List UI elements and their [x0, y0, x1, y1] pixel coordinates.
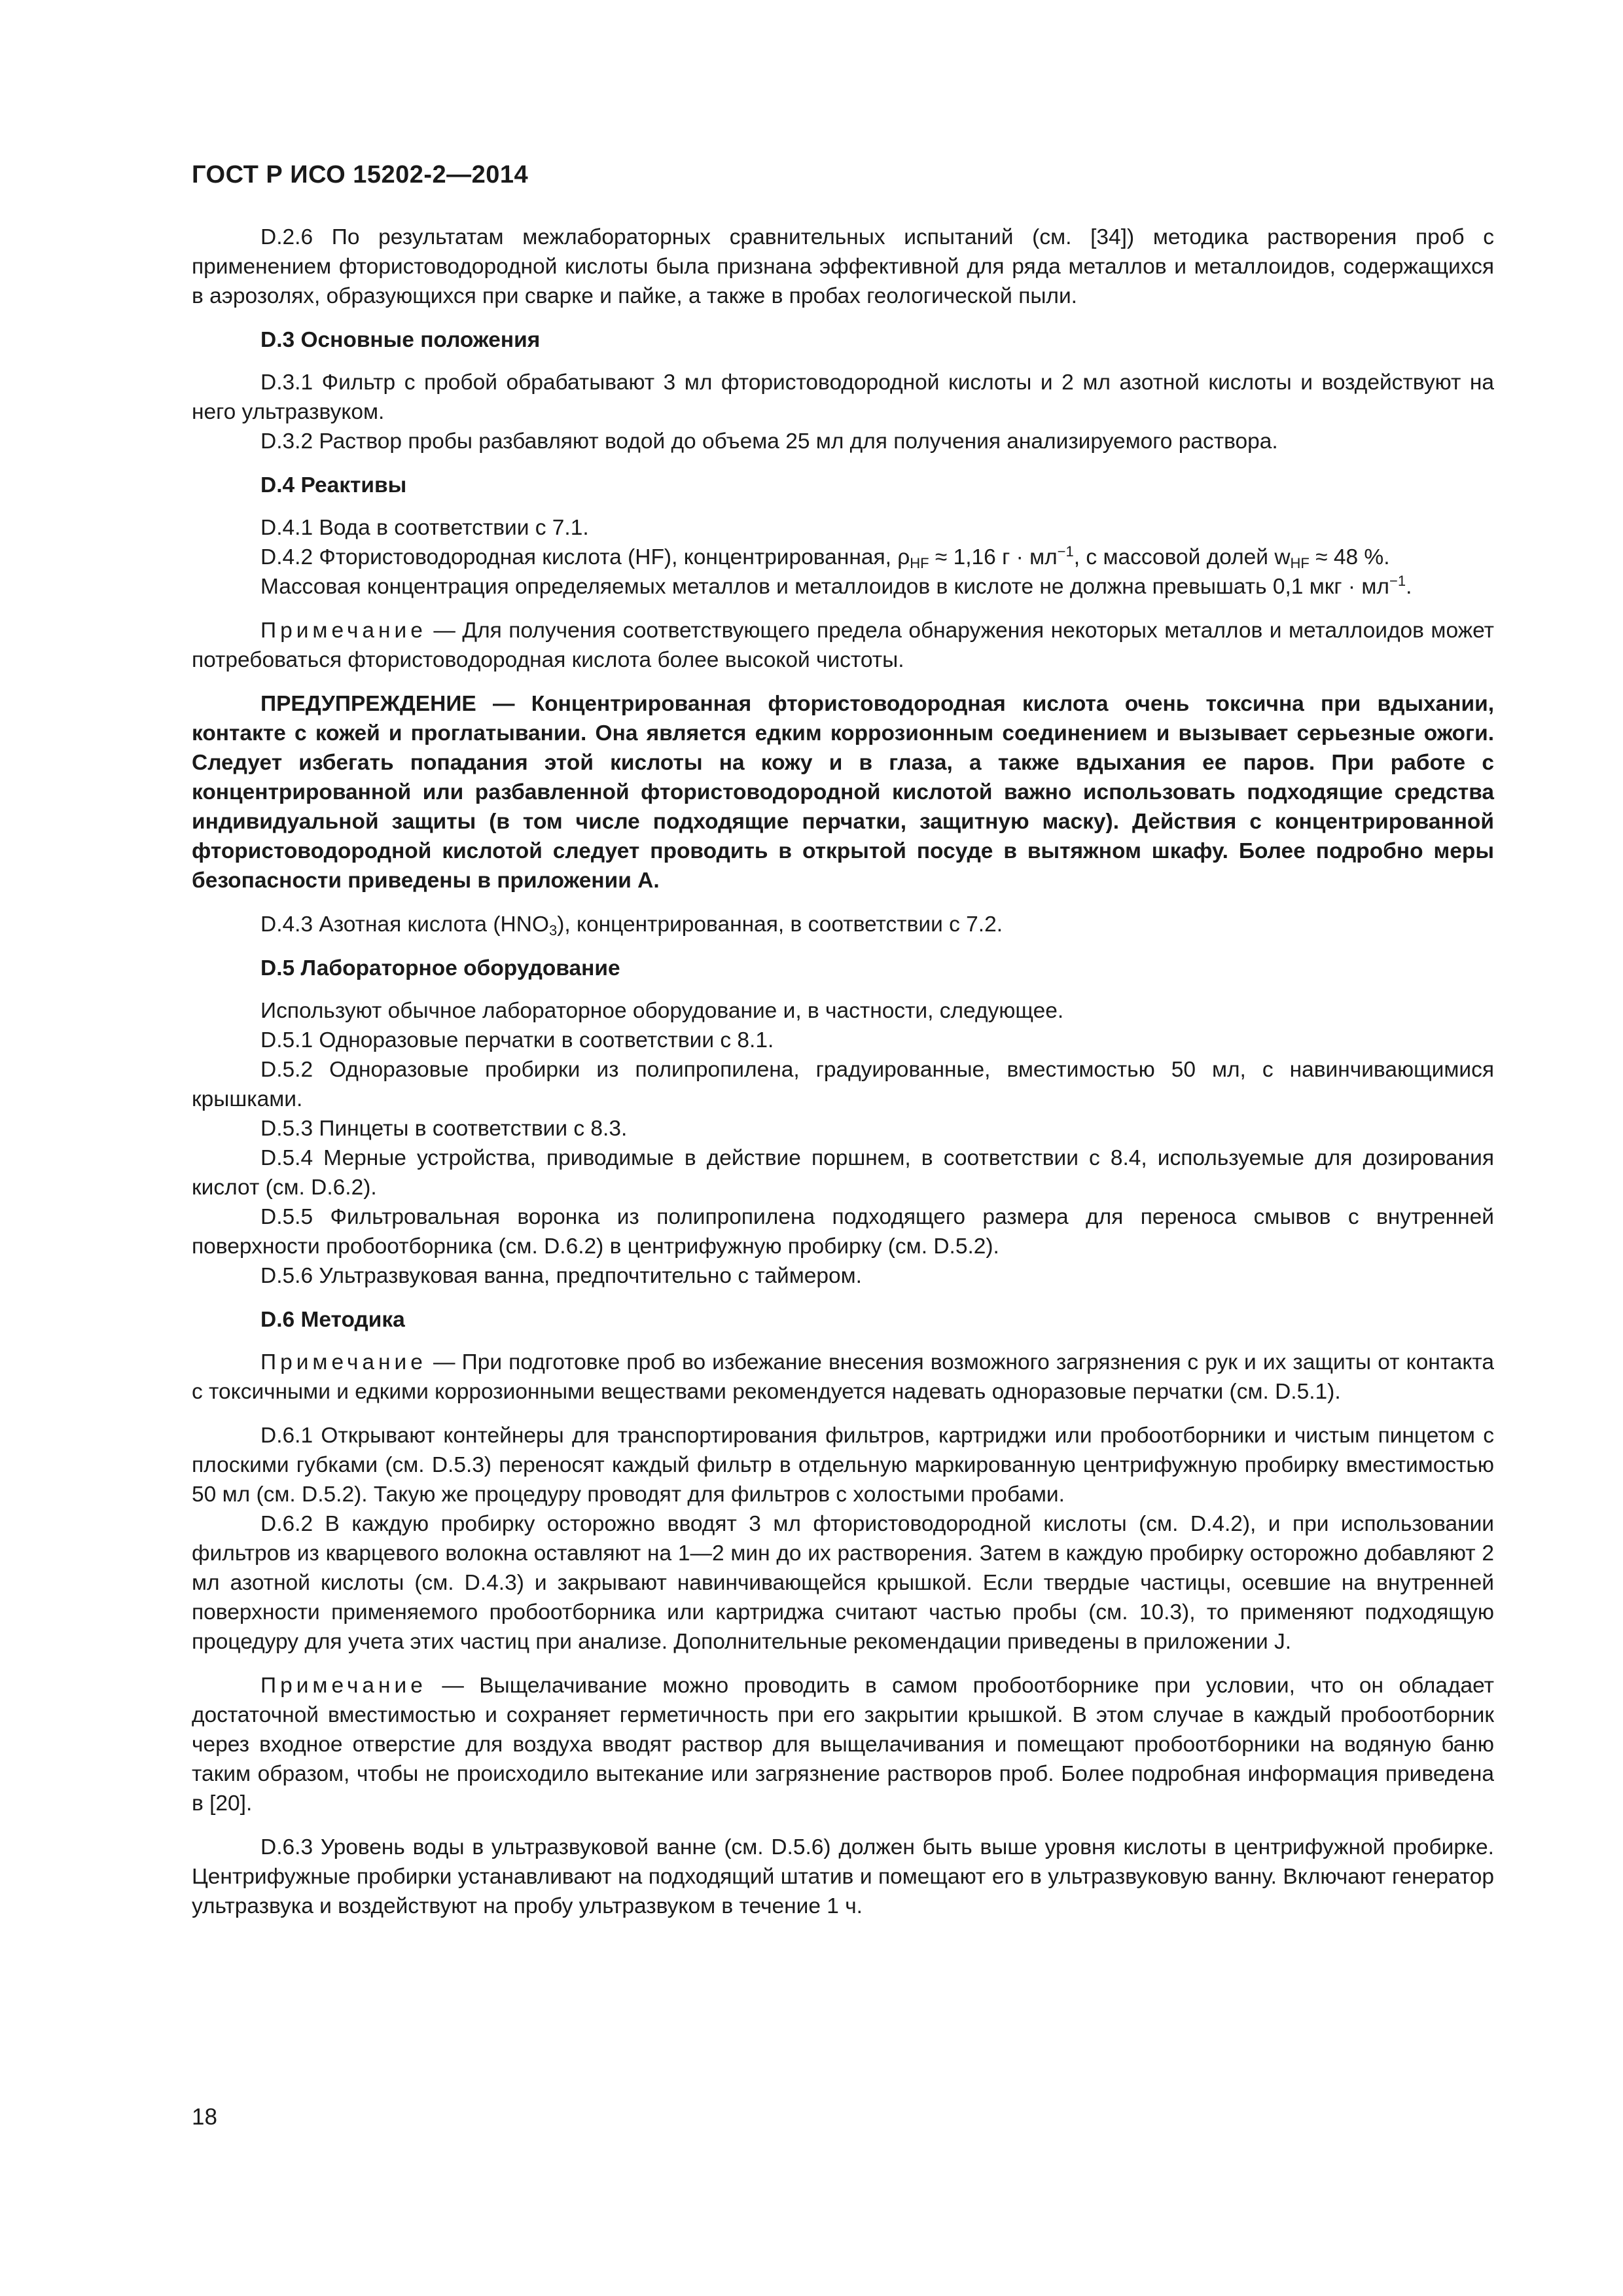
paragraph-d61: D.6.1 Открывают контейнеры для транспортирования фильтров, картриджи или пробоотборники и чистым пинцетом с плоскими губками (см. D.5.3) переносят каждый фильтр в отдельную маркированную центрифужную пробирку вместимостью 50 мл (см. D.5.2). Такую же процедуру проводят для фильтров с холостыми пробами.	[192, 1424, 1494, 1507]
d42-conc-text-b: .	[1406, 575, 1412, 599]
paragraph-d53: D.5.3 Пинцеты в соответствии с 8.3.	[260, 1117, 628, 1141]
d42-text-c: , с массовой долей w	[1073, 545, 1291, 569]
d42-conc-sup: −1	[1389, 573, 1406, 589]
d43-sub-3: 3	[548, 922, 558, 939]
section-heading-d3: D.3 Основные положения	[260, 328, 541, 352]
section-heading-d6: D.6 Методика	[260, 1308, 405, 1332]
note-2-text: — При подготовке проб во избежание внесения возможного загрязнения с рук и их защиты от контакта с токсичными и едкими коррозионными веществами рекомендуется надевать одноразовые перчатки (см. D.5.1).	[192, 1350, 1494, 1404]
d42-text-b: ≈ 1,16 г · мл	[929, 545, 1058, 569]
paragraph-d5-intro: Используют обычное лабораторное оборудование и, в частности, следующее.	[260, 999, 1064, 1023]
paragraph-d51: D.5.1 Одноразовые перчатки в соответствии с 8.1.	[260, 1028, 774, 1052]
d43-text-b: ), концентрированная, в соответствии с 7.2.	[557, 912, 1003, 937]
d42-sup-minus1: −1	[1057, 543, 1074, 560]
paragraph-d42	[192, 543, 1494, 572]
document-header-title: ГОСТ Р ИСО 15202-2—2014	[192, 161, 529, 188]
d43-text-a: D.4.3 Азотная кислота (HNO	[260, 912, 549, 937]
paragraph-d26: D.2.6 По результатам межлабораторных сравнительных испытаний (см. [34]) методика растворения проб с применением фтористоводородной кислоты была признана эффективной для ряда металлов и металлоидов, содержащихся в аэрозолях, образующихся при сварке и пайке, а также в пробах геологической пыли.	[192, 225, 1494, 308]
paragraph-d32: D.3.2 Раствор пробы разбавляют водой до объема 25 мл для получения анализируемого раствора.	[260, 429, 1278, 454]
d42-sub-hf-2: HF	[1290, 555, 1310, 571]
note-3-label: Примечание	[260, 1674, 427, 1698]
paragraph-d63: D.6.3 Уровень воды в ультразвуковой ванне (см. D.5.6) должен быть выше уровня кислоты в центрифужной пробирке. Центрифужные пробирки устанавливают на подходящий штатив и помещают его в ультразвуковую ванну. Включают генератор ультразвука и воздействуют на пробу ультразвуком в течение 1 ч.	[192, 1835, 1494, 1918]
document-body	[192, 223, 1494, 1921]
note-1-text: — Для получения соответствующего предела обнаружения некоторых металлов и металлоидов может потребоваться фтористоводородная кислота более высокой чистоты.	[192, 619, 1494, 672]
paragraph-d31: D.3.1 Фильтр с пробой обрабатывают 3 мл фтористоводородной кислоты и 2 мл азотной кислоты и воздействуют на него ультразвуком.	[192, 370, 1494, 424]
d42-sub-hf-1: HF	[910, 555, 929, 571]
note-3	[192, 1671, 1494, 1818]
paragraph-d62: D.6.2 В каждую пробирку осторожно вводят 3 мл фтористоводородной кислоты (см. D.4.2), и при использовании фильтров из кварцевого волокна оставляют на 1—2 мин до их растворения. Затем в каждую пробирку осторожно добавляют 2 мл азотной кислоты (см. D.4.3) и закрывают навинчивающейся крышкой. Если твердые частицы, осевшие на внутренней поверхности применяемого пробоотборника или картриджа считают частью пробы (см. 10.3), то применяют подходящую процедуру для учета этих частиц при анализе. Дополнительные рекомендации приведены в приложении J.	[192, 1512, 1494, 1654]
paragraph-d54: D.5.4 Мерные устройства, приводимые в действие поршнем, в соответствии с 8.4, используемые для дозирования кислот (см. D.6.2).	[192, 1146, 1494, 1200]
page-number: 18	[192, 2104, 217, 2130]
d42-text-a: D.4.2 Фтористоводородная кислота (HF), концентрированная, ρ	[260, 545, 910, 569]
note-2	[192, 1348, 1494, 1407]
paragraph-d43	[192, 910, 1494, 939]
paragraph-d56: D.5.6 Ультразвуковая ванна, предпочтительно с таймером.	[260, 1264, 862, 1288]
section-heading-d4: D.4 Реактивы	[260, 473, 407, 497]
note-1-label: Примечание	[260, 619, 427, 643]
paragraph-d41: D.4.1 Вода в соответствии с 7.1.	[260, 516, 589, 540]
note-3-text: — Выщелачивание можно проводить в самом пробоотборнике при условии, что он обладает достаточной вместимостью и сохраняет герметичность при его закрытии крышкой. В этом случае в каждый пробоотборник через входное отверстие для воздуха вводят раствор для выщелачивания и помещают пробоотборники на водяную баню таким образом, чтобы не происходило вытекание или загрязнение растворов проб. Более подробная информация приведена в [20].	[192, 1674, 1494, 1816]
note-2-label: Примечание	[260, 1350, 427, 1374]
note-1	[192, 616, 1494, 675]
paragraph-d55: D.5.5 Фильтровальная воронка из полипропилена подходящего размера для переноса смывов с внутренней поверхности пробоотборника (см. D.6.2) в центрифужную пробирку (см. D.5.2).	[192, 1205, 1494, 1259]
section-heading-d5: D.5 Лабораторное оборудование	[260, 956, 620, 980]
d42-conc-text-a: Массовая концентрация определяемых металлов и металлоидов в кислоте не должна превышать 0,1 мкг · мл	[260, 575, 1389, 599]
paragraph-d52: D.5.2 Одноразовые пробирки из полипропилена, градуированные, вместимостью 50 мл, с навинчивающимися крышками.	[192, 1058, 1494, 1111]
d42-text-d: ≈ 48 %.	[1309, 545, 1390, 569]
warning-paragraph: ПРЕДУПРЕЖДЕНИЕ — Концентрированная фтористоводородная кислота очень токсична при вдыхании, контакте с кожей и проглатывании. Она является едким коррозионным соединением и вызывает серьезные ожоги. Следует избегать попадания этой кислоты на кожу и в глаза, а также вдыхания ее паров. При работе с концентрированной или разбавленной фтористоводородной кислотой важно использовать подходящие средства индивидуальной защиты (в том числе подходящие перчатки, защитную маску). Действия с концентрированной фтористоводородной кислотой следует проводить в открытой посуде в вытяжном шкафу. Более подробно меры безопасности приведены в приложении А.	[192, 692, 1494, 893]
paragraph-d42-concentration	[192, 572, 1494, 601]
